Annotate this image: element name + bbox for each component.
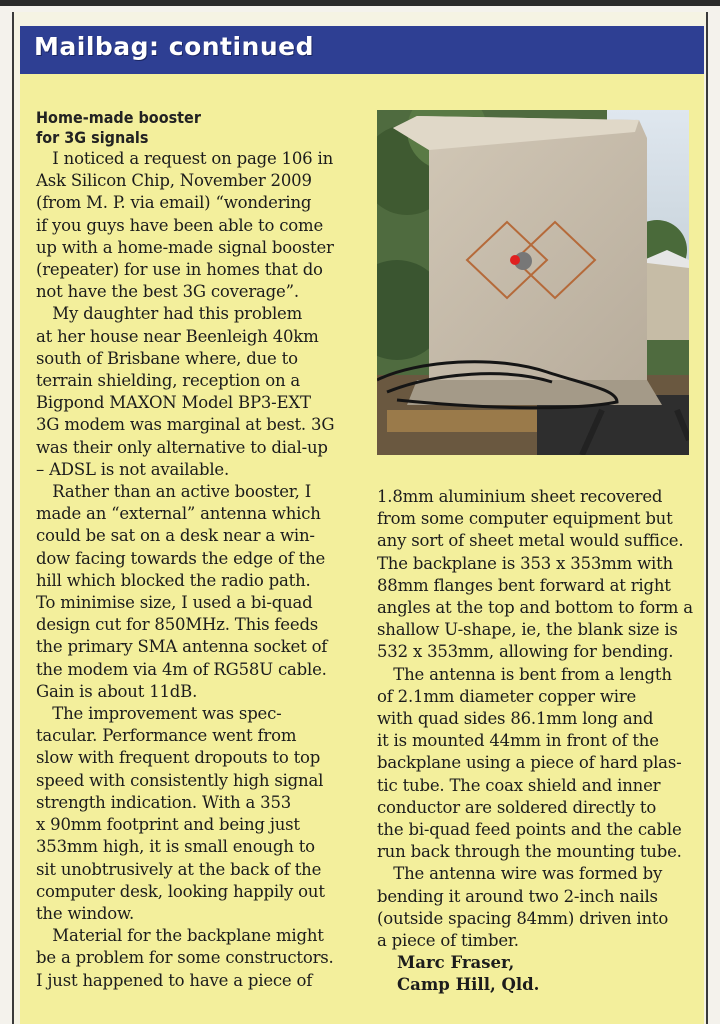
body-text-line: be a problem for some constructors. [36, 948, 334, 968]
body-text-line: dow facing towards the edge of the [36, 548, 326, 568]
article-right-body [377, 486, 691, 952]
body-text-line: Bigpond MAXON Model BP3-EXT [36, 393, 311, 413]
article-heading-line-2: for 3G signals [36, 128, 149, 147]
body-text-line: computer desk, looking happily out [36, 881, 325, 901]
body-text-line: at her house near Beenleigh 40km [36, 326, 319, 346]
body-text-line: The antenna wire was formed by [377, 864, 663, 884]
body-text-line: a piece of timber. [377, 931, 519, 951]
article-left-body [36, 148, 354, 992]
body-text-line: sit unobtrusively at the back of the [36, 859, 322, 879]
body-text-line: I just happened to have a piece of [36, 970, 313, 990]
body-text-line: angles at the top and bottom to form a [377, 598, 693, 618]
body-text-line: tacular. Performance went from [36, 726, 297, 746]
body-text-line: hill which blocked the radio path. [36, 570, 311, 590]
section-header [20, 26, 704, 74]
section-title: Mailbag: continued [34, 32, 315, 61]
body-text-line: The backplane is 353 x 353mm with [377, 553, 673, 573]
body-text-line: Rather than an active booster, I [36, 482, 312, 502]
body-text-line: The antenna is bent from a length [377, 664, 672, 684]
body-text-line: if you guys have been able to come [36, 215, 324, 235]
body-text-line: 3G modem was marginal at best. 3G [36, 415, 335, 435]
body-text-line: Gain is about 11dB. [36, 681, 198, 701]
body-text-line: could be sat on a desk near a win- [36, 526, 315, 546]
body-text-line: backplane using a piece of hard plas- [377, 753, 682, 773]
body-text-line: the bi-quad feed points and the cable [377, 820, 682, 840]
body-text-line: made an “external” antenna which [36, 504, 321, 524]
author-name: Marc Fraser, [397, 953, 515, 973]
body-text-line: up with a home-made signal booster [36, 237, 334, 257]
body-text-line: x 90mm footprint and being just [36, 815, 300, 835]
body-text-line: 88mm flanges bent forward at right [377, 575, 671, 595]
body-text-line: – ADSL is not available. [36, 459, 230, 479]
body-text-line: slow with frequent dropouts to top [36, 748, 321, 768]
body-text-line: conductor are soldered directly to [377, 797, 657, 817]
body-text-line: with quad sides 86.1mm long and [377, 709, 654, 729]
top-rule [0, 0, 720, 6]
body-text-line: any sort of sheet metal would suffice. [377, 531, 684, 551]
body-text-line: south of Brisbane where, due to [36, 348, 298, 368]
body-text-line: design cut for 850MHz. This feeds [36, 615, 319, 635]
body-text-line: strength indication. With a 353 [36, 792, 292, 812]
body-text-line: not have the best 3G coverage”. [36, 282, 299, 302]
body-text-line: (from M. P. via email) “wondering [36, 193, 312, 213]
article-heading-line-1: Home-made booster [36, 108, 201, 127]
body-text-line: tic tube. The coax shield and inner [377, 775, 661, 795]
body-text-line: 532 x 353mm, allowing for bending. [377, 642, 674, 662]
body-text-line: (repeater) for use in homes that do [36, 260, 323, 280]
body-text-line: the modem via 4m of RG58U cable. [36, 659, 327, 679]
body-text-line: 1.8mm aluminium sheet recovered [377, 487, 663, 506]
body-text-line: To minimise size, I used a bi-quad [36, 593, 313, 613]
body-text-line: The improvement was spec- [36, 704, 282, 724]
body-text-line: of 2.1mm diameter copper wire [377, 686, 637, 706]
article-left-column [36, 108, 354, 992]
body-text-line: My daughter had this problem [36, 304, 303, 324]
body-text-line: the window. [36, 903, 135, 923]
body-text-line: (outside spacing 84mm) driven into [377, 908, 669, 928]
author-location: Camp Hill, Qld. [397, 975, 540, 995]
body-text-line: run back through the mounting tube. [377, 842, 682, 862]
article-right-column [377, 486, 691, 997]
body-text-line: from some computer equipment but [377, 509, 673, 529]
body-text-line: shallow U-shape, ie, the blank size is [377, 620, 678, 640]
body-text-line: 353mm high, it is small enough to [36, 837, 315, 857]
body-text-line: terrain shielding, reception on a [36, 371, 301, 391]
body-text-line: it is mounted 44mm in front of the [377, 731, 659, 751]
body-text-line: Ask Silicon Chip, November 2009 [36, 171, 312, 191]
antenna-photo [377, 110, 689, 455]
body-text-line: speed with consistently high signal [36, 770, 324, 790]
body-text-line: was their only alternative to dial-up [36, 437, 328, 457]
body-text-line: I noticed a request on page 106 in [36, 149, 333, 168]
body-text-line: the primary SMA antenna socket of [36, 637, 328, 657]
body-text-line: bending it around two 2-inch nails [377, 886, 658, 906]
body-text-line: Material for the backplane might [36, 926, 324, 946]
